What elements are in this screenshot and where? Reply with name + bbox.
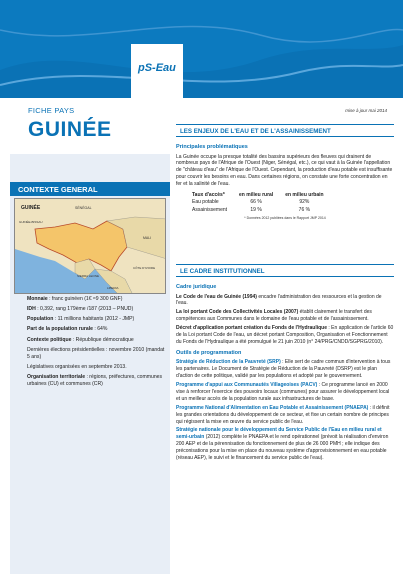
table-row: Eau potable 66 % 92% [192, 199, 310, 206]
outil-paragraph: Programme d'appui aux Communautés Villageoises (PACV) : Ce programme lancé en 2000 vise à renforcer l'exercice des pouvoirs locaux (communes) pour assurer le développement local et un meilleur accès de la population rurale aux infrastructures de base. [176, 382, 390, 402]
fact-item: Monnaie : franc guinéen (1€ ≈9 300 GNF) [27, 296, 123, 302]
map-label-guinee-bissau: GUINÉE-BISSAU [19, 220, 43, 224]
outil-paragraph: Stratégie nationale pour le développement du Service Public de l'Eau en milieu rural et semi-urbain (2012) complète le PNAEPA et le rend opérationnel (prévoit la réalisation d'environ 200 AEP et de la pérennisation du fonctionnement de plus de 26 000 PMH ; elle indique des préconisations pour la mise en place du nouveau système d'approvisionnement en eau potable (réseau AEP), le suivi et le financement du service public de l'eau). [176, 427, 389, 461]
table-footnote: * Données 2012 publiées dans le Rapport JMP 2014 [244, 215, 326, 220]
fiche-pays-label: FICHE PAYS [28, 106, 75, 115]
map-label-cote-divoire: CÔTE D'IVOIRE [133, 266, 156, 270]
cadre-header: LE CADRE INSTITUTIONNEL [176, 264, 394, 277]
fact-item: Part de la population rurale : 64% [27, 326, 108, 333]
cadre-paragraph: Décret d'application portant création du Fonds de l'Hydraulique : En application de l'article 60 de la Loi portant Code de l'eau, un décret portant Composition, Organisation et Fonctionnement du Fonds de l'Hydraulique a été promulgué le 21 juin 2010 (n° 24/PRG/CNDD/SGPRG/2010). [176, 325, 394, 345]
context-header: CONTEXTE GENERAL [10, 182, 170, 196]
fact-item: Législatives organisées en septembre 2013. [27, 363, 127, 370]
map-label-mali: MALI [143, 236, 152, 240]
table-header: Taux d'accès* [192, 191, 225, 198]
country-map [14, 198, 166, 294]
access-rates-table [186, 191, 330, 215]
cadre-paragraph: La loi portant Code des Collectivités Locales (2007) établit clairement le transfert des compétences aux Communes dans le domaine de l'eau potable et de l'assainissement. [176, 309, 372, 323]
problematiques-subtitle: Principales problématiques [176, 144, 248, 150]
map-label-liberia: LIBERIA [107, 286, 119, 290]
table-header: en milieu urbain [285, 191, 324, 198]
header-band [0, 0, 403, 98]
map-label-guinee: GUINÉE [21, 205, 41, 211]
header-swoosh-graphic [0, 0, 403, 98]
fact-item: Population : 11 millions habitants (2012 - JMP) [27, 316, 135, 323]
map-graphic [15, 199, 166, 294]
outil-paragraph: Stratégie de Réduction de la Pauvreté (SRP) : Elle sert de cadre commun d'intervention à tous les partenaires. Le Document de Stratégie de Réduction de la Pauvreté (DSRP) est le plan d'action de cette politique, validé par les populations et adopté par le gouvernement. [176, 359, 391, 380]
outils-subtitle: Outils de programmation [176, 349, 242, 356]
update-date: mise à jour mai 2014 [345, 108, 387, 113]
enjeux-paragraph: La Guinée occupe la presque totalité des bassins supérieurs des fleuves qui drainent de nombreux pays de l'Afrique de l'Ouest (Niger, Sénégal, etc.), ce qui vaut à la Guinée l'appellation de "château d'eau" de l'Afrique de l'Ouest. Cependant, la production d'eau potable est insuffisante pour couvrir les besoins en eau. Dans certaines régions, on constate une forte concentration en fer et la salinité de l'eau. [176, 153, 393, 188]
fact-item: IDH : 0,392, rang 179ème /187 (2013 – PNUD) [27, 306, 134, 313]
cadre-paragraph: Le Code de l'eau de Guinée (1994) encadre l'administration des ressources et la gestion de l'eau. [176, 293, 382, 307]
pseau-logo: pS-Eau [138, 62, 176, 74]
table-header: en milieu rural [239, 191, 274, 198]
map-label-sierra-leone: SIERRA LEONE [77, 274, 100, 278]
facts-list [27, 296, 167, 391]
outil-paragraph: Programme National d'Alimentation en Eau Potable et Assainissement (PNAEPA) : il définit les grandes orientations du développement de ce secteur, et fixe un certain nombre de principes qui régissent la mise en œuvre du service public de l'eau. [176, 404, 390, 425]
fact-item: Organisation territoriale : régions, préfectures, communes urbaines (CU) et communes (CR) [27, 374, 163, 388]
cadre-juridique-subtitle: Cadre juridique [176, 284, 217, 290]
fact-item: Contexte politique : République démocratique [27, 336, 134, 343]
map-label-senegal: SÉNÉGAL [75, 206, 92, 210]
country-title: GUINÉE [28, 118, 112, 141]
fact-item: Dernières élections présidentielles : novembre 2010 (mandat 5 ans) [27, 346, 165, 360]
cadre-section [176, 284, 394, 464]
enjeux-section [176, 144, 394, 221]
enjeux-header: LES ENJEUX DE L'EAU ET DE L'ASSAINISSEMENT [176, 124, 394, 137]
table-row: Assainissement 19 % 76 % [192, 207, 311, 214]
